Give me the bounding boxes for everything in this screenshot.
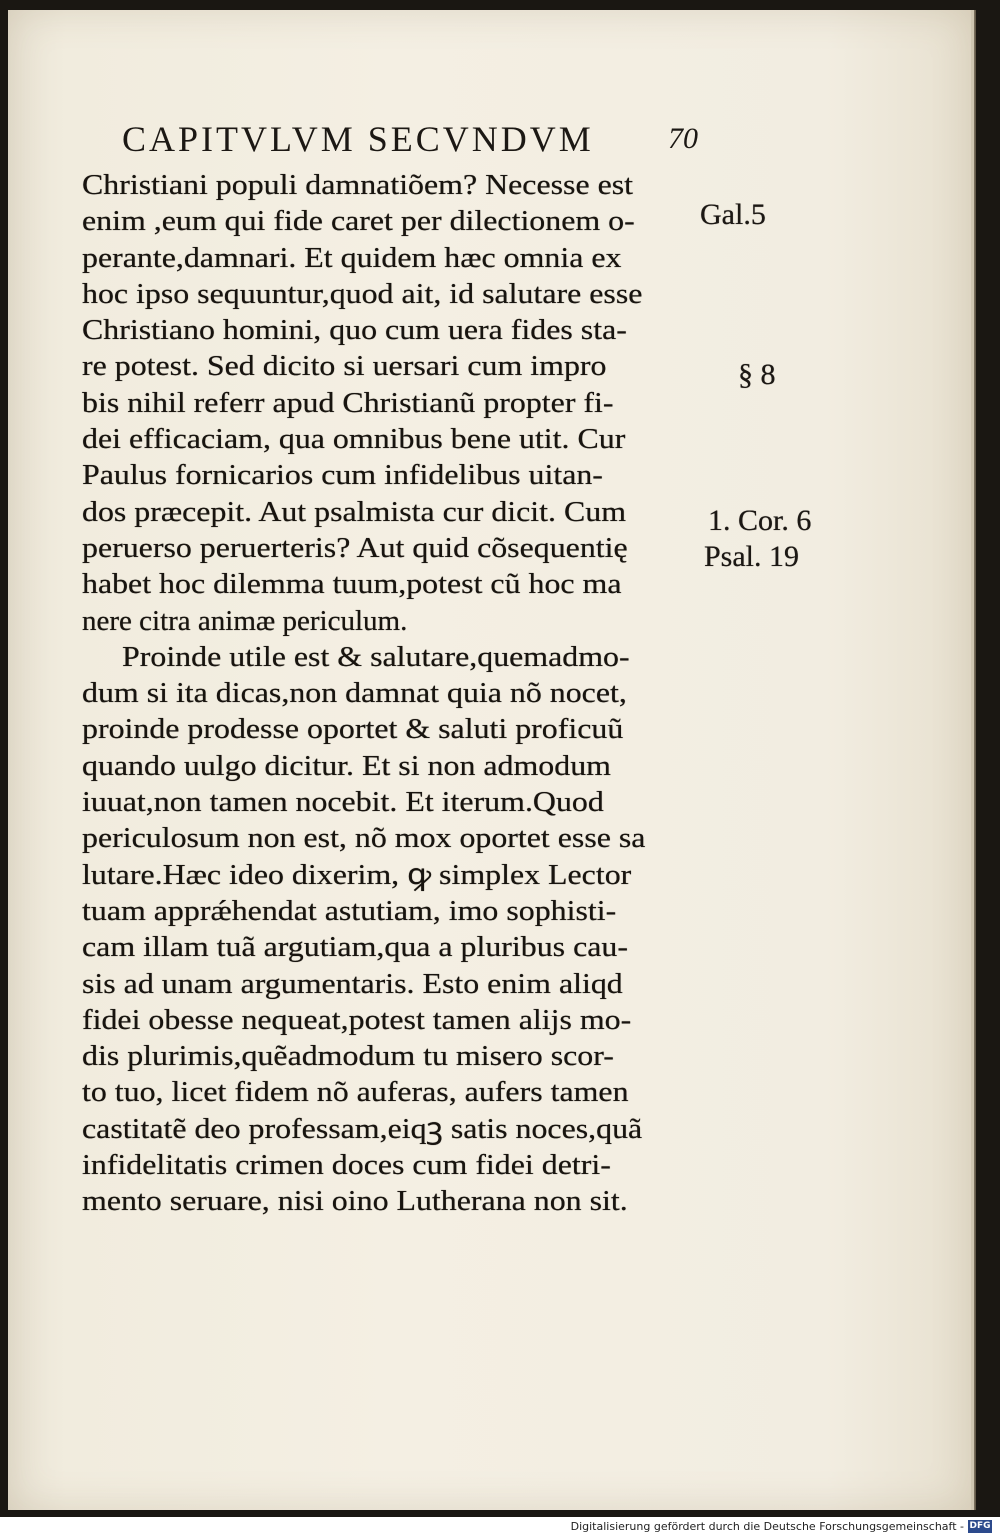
main-text-block — [82, 167, 722, 1220]
text-line-content: mento seruare, nisi oino Lutherana non sit. — [82, 1185, 628, 1218]
text-line — [82, 1147, 722, 1183]
margin-note-psal: Psal. 19 — [704, 540, 800, 573]
text-line-content: iuuat,non tamen nocebit. Et iterum.Quod — [82, 786, 604, 819]
running-title: CAPITVLVM SECVNDVM — [122, 119, 594, 159]
text-line-content: periculosum non est, nõ mox oportet esse sa — [82, 822, 646, 855]
text-line-content: quando uulgo dicitur. Et si non admodum — [82, 749, 611, 782]
text-line — [82, 276, 722, 312]
text-line — [82, 566, 722, 602]
text-line — [82, 203, 722, 239]
text-line-content: proinde prodesse oportet & saluti proficuũ — [82, 713, 624, 746]
text-line — [82, 857, 722, 893]
text-line-content: Christiano homini, quo cum uera fides sta- — [82, 314, 627, 347]
margin-note-section: § 8 — [738, 358, 776, 391]
text-line — [82, 457, 722, 493]
text-line-content: enim ,eum qui fide caret per dilectionem o- — [82, 205, 635, 238]
book-page — [8, 10, 974, 1510]
text-line — [82, 784, 722, 820]
text-line — [82, 603, 722, 639]
folio-number: 70 — [668, 122, 698, 155]
text-line — [82, 966, 722, 1002]
text-line-content: peruerso peruerteris? Aut quid cõsequentię — [82, 531, 628, 564]
text-line-content: bis nihil referr apud Christianũ propter fi- — [82, 386, 614, 419]
text-line-content: Paulus fornicarios cum infidelibus uitan- — [82, 459, 603, 492]
funding-credit: Digitalisierung gefördert durch die Deutsche Forschungsgemeinschaft - — [570, 1520, 964, 1533]
text-line-content: hoc ipso sequuntur,quod ait, id salutare esse — [82, 277, 643, 310]
margin-note-cor: 1. Cor. 6 — [708, 504, 812, 537]
text-line — [82, 1183, 722, 1219]
text-line — [82, 1038, 722, 1074]
text-line-content: perante,damnari. Et quidem hæc omnia ex — [82, 241, 622, 274]
text-line-content: castitatẽ deo professam,eiqꝫ satis noces,quã — [82, 1112, 643, 1145]
text-line-content: dum si ita dicas,non damnat quia nõ nocet, — [82, 677, 627, 710]
text-line — [82, 494, 722, 530]
text-line — [82, 639, 722, 675]
text-line-content: re potest. Sed dicito si uersari cum impro — [82, 350, 607, 383]
text-line — [82, 167, 722, 203]
text-line-content: cam illam tuã argutiam,qua a pluribus cau- — [82, 931, 628, 964]
text-line-content: lutare.Hæc ideo dixerim, ꝙ simplex Lector — [82, 858, 632, 891]
text-line-content: Christiani populi damnatiõem? Necesse est — [82, 169, 634, 201]
text-line — [82, 748, 722, 784]
text-line — [82, 240, 722, 276]
text-line — [82, 421, 722, 457]
text-line — [82, 1111, 722, 1147]
margin-note-gal: Gal.5 — [700, 198, 766, 231]
text-line-content: sis ad unam argumentaris. Esto enim aliqd — [82, 967, 623, 1000]
page-header — [108, 118, 728, 158]
text-line-content: nere citra animæ periculum. — [82, 604, 408, 637]
text-line-content: tuam apprǽhendat astutiam, imo sophisti- — [82, 894, 617, 927]
text-line-content: infidelitatis crimen doces cum fidei detri- — [82, 1149, 611, 1182]
text-line — [82, 929, 722, 965]
dfg-logo: DFG — [969, 1521, 991, 1531]
text-line — [82, 385, 722, 421]
text-line-content: fidei obesse nequeat,potest tamen alijs mo- — [82, 1003, 632, 1036]
text-line — [82, 312, 722, 348]
text-line-content: dos præcepit. Aut psalmista cur dicit. Cum — [82, 495, 627, 528]
text-line-content: dei efficaciam, qua omnibus bene utit. Cur — [82, 423, 626, 456]
text-line-content: Proinde utile est & salutare,quemadmo- — [122, 640, 630, 673]
text-line — [82, 820, 722, 856]
text-line — [82, 1074, 722, 1110]
text-line-content: to tuo, licet fidem nõ auferas, aufers tamen — [82, 1076, 629, 1109]
text-line — [82, 348, 722, 384]
footer-bar — [0, 1517, 1000, 1537]
text-line — [82, 530, 722, 566]
text-line — [82, 675, 722, 711]
text-line-content: dis plurimis,quẽadmodum tu misero scor- — [82, 1040, 614, 1073]
text-line — [82, 711, 722, 747]
text-line — [82, 1002, 722, 1038]
text-line-content: habet hoc dilemma tuum,potest cũ hoc ma — [82, 568, 622, 601]
text-line — [82, 893, 722, 929]
